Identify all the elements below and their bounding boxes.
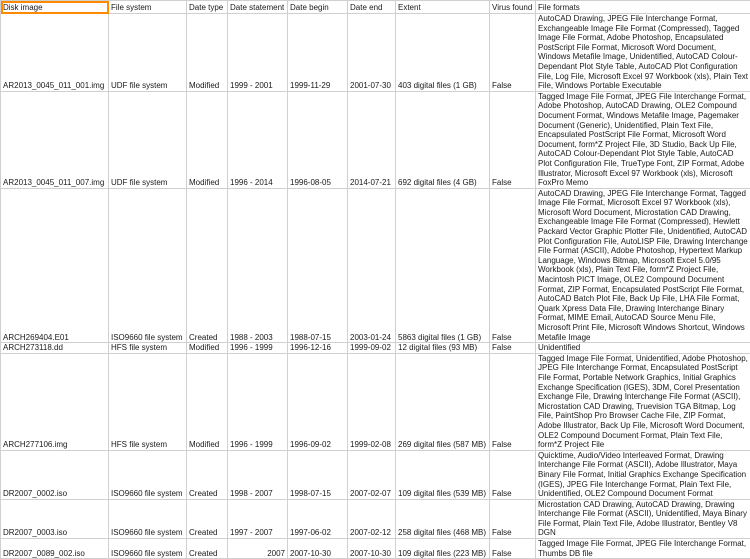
file-formats-cell[interactable]: Quicktime, Audio/Video Interleaved Format, Drawing Interchange File Format (ASCII), Adobe Illustrator, Maya Binary File Format, Initial Graphics Exchange Specification (IGES), JPEG File Interchange Format, Plain Text File, Unidentified, OLE2 Compound Document Format [536, 450, 750, 499]
file-system-cell[interactable]: ISO9660 file system [109, 539, 187, 559]
date-begin-cell[interactable]: 1999-11-29 [288, 14, 348, 92]
file-system-cell[interactable]: ISO9660 file system [109, 499, 187, 538]
extent-cell[interactable]: 5863 digital files (1 GB) [396, 188, 490, 343]
date-begin-cell[interactable]: 1996-09-02 [288, 353, 348, 450]
date-statement-cell[interactable]: 1996 - 2014 [228, 91, 288, 188]
extent-cell[interactable]: 109 digital files (539 MB) [396, 450, 490, 499]
date-begin-cell[interactable]: 2007-10-30 [288, 539, 348, 559]
file-system-cell[interactable]: UDF file system [109, 91, 187, 188]
disk-image-cell[interactable]: ARCH269404.E01 [1, 188, 109, 343]
disk-image-cell[interactable]: AR2013_0045_011_007.img [1, 91, 109, 188]
header-cell[interactable]: File system [109, 1, 187, 14]
date-begin-cell[interactable]: 1996-12-16 [288, 343, 348, 354]
virus-found-cell[interactable]: False [490, 343, 536, 354]
file-system-cell[interactable]: HFS file system [109, 353, 187, 450]
disk-image-cell[interactable]: ARCH273118.dd [1, 343, 109, 354]
date-type-cell[interactable]: Modified [187, 14, 228, 92]
extent-cell[interactable]: 12 digital files (93 MB) [396, 343, 490, 354]
date-statement-cell[interactable]: 1996 - 1999 [228, 343, 288, 354]
file-formats-cell[interactable]: Microstation CAD Drawing, AutoCAD Drawing, Drawing Interchange File Format (ASCII), Unidentified, Maya Binary File Format, Plain Text File, Adobe Illustrator, Bentley V8 DGN [536, 499, 750, 538]
table-row [1, 539, 750, 559]
header-cell[interactable]: Virus found [490, 1, 536, 14]
disk-image-cell[interactable]: DR2007_0089_002.iso [1, 539, 109, 559]
extent-cell[interactable]: 269 digital files (587 MB) [396, 353, 490, 450]
table-row [1, 343, 750, 354]
date-end-cell[interactable]: 2007-02-07 [348, 450, 396, 499]
header-cell[interactable]: Date begin [288, 1, 348, 14]
date-begin-cell[interactable]: 1997-06-02 [288, 499, 348, 538]
date-end-cell[interactable]: 2014-07-21 [348, 91, 396, 188]
date-type-cell[interactable]: Modified [187, 353, 228, 450]
header-cell[interactable]: Extent [396, 1, 490, 14]
header-cell[interactable]: Date type [187, 1, 228, 14]
date-end-cell[interactable]: 1999-09-02 [348, 343, 396, 354]
file-system-cell[interactable]: UDF file system [109, 14, 187, 92]
disk-image-cell[interactable]: AR2013_0045_011_001.img [1, 14, 109, 92]
date-type-cell[interactable]: Modified [187, 91, 228, 188]
file-formats-cell[interactable]: AutoCAD Drawing, JPEG File Interchange Format, Exchangeable Image File Format (Compressed), Tagged Image File Format, Adobe Photoshop, Encapsulated PostScript File Format, Microsoft Word Document, Windows Metafile Image, Unidentified, AutoCAD Colour-Dependant Plot Style Table, AutoCAD Plot Configuration File, Log File, Microsoft Excel 97 Workbook (xls), Plain Text File, Windows Portable Executable [536, 14, 750, 92]
virus-found-cell[interactable]: False [490, 14, 536, 92]
header-cell[interactable]: File formats [536, 1, 750, 14]
disk-image-cell[interactable]: DR2007_0003.iso [1, 499, 109, 538]
date-begin-cell[interactable]: 1996-08-05 [288, 91, 348, 188]
file-system-cell[interactable]: ISO9660 file system [109, 188, 187, 343]
extent-cell[interactable]: 692 digital files (4 GB) [396, 91, 490, 188]
disk-image-cell[interactable]: DR2007_0002.iso [1, 450, 109, 499]
extent-cell[interactable]: 109 digital files (223 MB) [396, 539, 490, 559]
header-cell[interactable]: Disk image [1, 1, 109, 14]
file-formats-cell[interactable]: AutoCAD Drawing, JPEG File Interchange Format, Tagged Image File Format, Microsoft Excel 97 Workbook (xls), Microsoft Word Document, Microstation CAD Drawing, Exchangeable Image File Format (Compressed), Hewlett Packard Vector Graphic Plotter File, Unidentified, AutoCAD Plot Configuration File, AutoLISP File, Drawing Interchange File Format (ASCII), Adobe Photoshop, Hypertext Markup Language, Windows Bitmap, Microsoft Excel 5.0/95 Workbook (xls), Plain Text File, form*Z Project File, Macintosh PICT Image, OLE2 Compound Document Format, ZIP Format, Encapsulated PostScript File Format, AutoCAD Batch Plot File, Back Up File, LHA File Format, Quark Xpress Data File, Drawing Interchange Binary Format, MIME Email, AutoCAD Source Menu File, Microsoft Print File, Microsoft Windows Shortcut, Windows Metafile Image [536, 188, 750, 343]
table-row [1, 353, 750, 450]
table-row [1, 91, 750, 188]
extent-cell[interactable]: 258 digital files (468 MB) [396, 499, 490, 538]
date-type-cell[interactable]: Created [187, 450, 228, 499]
virus-found-cell[interactable]: False [490, 188, 536, 343]
header-cell[interactable]: Date statement [228, 1, 288, 14]
date-end-cell[interactable]: 2003-01-24 [348, 188, 396, 343]
date-end-cell[interactable]: 2001-07-30 [348, 14, 396, 92]
file-formats-cell[interactable]: Unidentified [536, 343, 750, 354]
virus-found-cell[interactable]: False [490, 353, 536, 450]
date-statement-cell[interactable]: 2007 [228, 539, 288, 559]
date-end-cell[interactable]: 2007-10-30 [348, 539, 396, 559]
virus-found-cell[interactable]: False [490, 91, 536, 188]
date-begin-cell[interactable]: 1988-07-15 [288, 188, 348, 343]
file-formats-cell[interactable]: Tagged Image File Format, JPEG File Interchange Format, Thumbs DB file [536, 539, 750, 559]
disk-image-cell[interactable]: ARCH277106.img [1, 353, 109, 450]
virus-found-cell[interactable]: False [490, 450, 536, 499]
table-row [1, 188, 750, 343]
file-system-cell[interactable]: ISO9660 file system [109, 450, 187, 499]
date-type-cell[interactable]: Created [187, 499, 228, 538]
date-statement-cell[interactable]: 1998 - 2007 [228, 450, 288, 499]
date-end-cell[interactable]: 1999-02-08 [348, 353, 396, 450]
table-row [1, 14, 750, 92]
file-system-cell[interactable]: HFS file system [109, 343, 187, 354]
date-statement-cell[interactable]: 1988 - 2003 [228, 188, 288, 343]
date-statement-cell[interactable]: 1999 - 2001 [228, 14, 288, 92]
file-formats-cell[interactable]: Tagged Image File Format, Unidentified, Adobe Photoshop, JPEG File Interchange Format, Encapsulated PostScript File Format, Portable Network Graphics, Initial Graphics Exchange Specification (IGES), 3DM, Corel Presentation Exchange File, Drawing Interchange File Format (ASCII), Microstation CAD Drawing, Truevision TGA Bitmap, Log File, PaintShop Pro Browser Cache File, ZIP Format, Adobe Illustrator, Back Up File, Microsoft Word Document, OLE2 Compound Document Format, Plain Text File, form*Z Project File [536, 353, 750, 450]
file-formats-cell[interactable]: Tagged Image File Format, JPEG File Interchange Format, Adobe Photoshop, AutoCAD Drawing, OLE2 Compound Document Format, Windows Metafile Image, Pagemaker Document (Generic), Unidentified, Plain Text File, Encapsulated PostScript File Format, Microsoft Word Document, form*Z Project File, 3D Studio, Back Up File, AutoCAD Colour-Dependant Plot Style Table, AutoCAD Plot Configuration File, TrueType Font, ZIP Format, Adobe Illustrator, Microsoft Excel 97 Workbook (xls), Microsoft FoxPro Memo [536, 91, 750, 188]
date-begin-cell[interactable]: 1998-07-15 [288, 450, 348, 499]
date-type-cell[interactable]: Created [187, 539, 228, 559]
virus-found-cell[interactable]: False [490, 499, 536, 538]
date-statement-cell[interactable]: 1997 - 2007 [228, 499, 288, 538]
virus-found-cell[interactable]: False [490, 539, 536, 559]
date-end-cell[interactable]: 2007-02-12 [348, 499, 396, 538]
date-type-cell[interactable]: Created [187, 188, 228, 343]
header-cell[interactable]: Date end [348, 1, 396, 14]
date-type-cell[interactable]: Modified [187, 343, 228, 354]
date-statement-cell[interactable]: 1996 - 1999 [228, 353, 288, 450]
extent-cell[interactable]: 403 digital files (1 GB) [396, 14, 490, 92]
header-row [1, 1, 750, 14]
table-row [1, 499, 750, 538]
table-row [1, 450, 750, 499]
